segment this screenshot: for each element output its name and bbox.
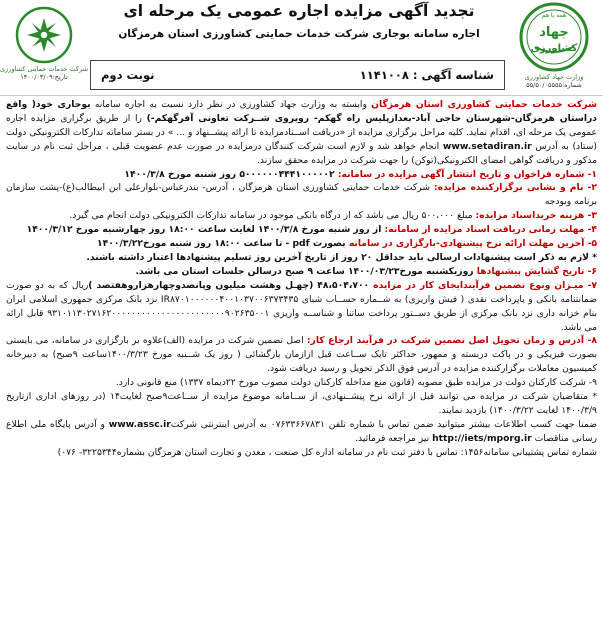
- item-8-value: اصل تضمین شرکت در مزایده (الف)علاوه بر بارگزاری در سامانه، می بایستی بصورت فیزیکی و در پاکت دربسته و ممهور، حداکثر تایک ســاعت قبل ازازمان بازگشائی ( روز یک شــنبه مورخ ۱۴۰۰/۳/۲۳ساعت ۹صبح) به دبیرخانه کمیسیون معاملات برگزارکننده مزایده در آدرس فوق الذکر تحویل و رسید دریافت شود.: [6, 335, 598, 375]
- notice-id: [360, 68, 494, 82]
- item-1: [6, 168, 597, 182]
- intro-text-3: انجام خواهد شد و لازم است شرکت کنندگان درمزایده در صورت عدم عضویت قبلی ، مراحل ثبت نام در سایت مذکور و دریافت گواهی امضای الکترونیکی(توکن) را جهت شرکت در مزایده محقق سازند.: [6, 140, 597, 166]
- ministry-caption: وزارت جهاد کشاورزی: [524, 73, 584, 81]
- item-8: [6, 334, 597, 376]
- company-date: تاریخ:۱۴۰۰/۰۳/۰۹: [20, 73, 68, 81]
- company-caption: شرکت خدمات حمایتی کشاورزی: [0, 65, 89, 73]
- item-2-label: ۲- نام و نشانی برگزارکننده مزایده:: [433, 182, 597, 194]
- notice-id-value: ۱۱۴۱۰۰۸: [359, 68, 409, 82]
- contact-text-2: و آدرس پایگاه ملی اطلاع رسانی مناقصات: [6, 418, 597, 444]
- contact-paragraph: [6, 418, 597, 446]
- item-3: [6, 209, 597, 223]
- item-4-value: از روز شنبه مورخ ۱۴۰۰/۳/۸ لغایت ساعت ۱۸:۰۰ روز چهارشنبه مورخ ۱۴۰۰/۳/۱۲: [26, 224, 385, 236]
- logo-arc-text: همه با هم: [541, 12, 567, 19]
- validity-note-text: * لازم به ذکر است پیشنهادات ارسالی باید حداقل ۲۰ روز از تاریخ آخرین روز تسلیم پیشنهادها اعتبار داشته باشند.: [86, 251, 597, 263]
- iets-website-link[interactable]: http://iets/mporg.ir: [432, 432, 532, 444]
- logo-word-keshavarzi: کشاورزی: [530, 43, 578, 54]
- item-5-value: بصورت pdf - تا ساعت ۱۸:۰۰ روز شنبه مورخ۱۴۰۰/۳/۲۲: [97, 238, 349, 250]
- notice-body: [6, 98, 597, 460]
- item-2: [6, 181, 597, 209]
- item-9: [6, 376, 597, 390]
- company-emblem-icon: [15, 6, 73, 64]
- ministry-number: شماره:۵۵/۵۰/۰۵۵۵۵: [526, 81, 582, 89]
- support-footer: [6, 446, 597, 460]
- item-5: [6, 237, 597, 251]
- notice-id-box: [90, 60, 505, 90]
- item-7-amount: ۴۸،۵۰۴،۷۰۰ (چهـل وهشت میلیون وپانصدوچهارهزاروهفتصد ): [88, 279, 374, 291]
- support-footer-text: شماره تماس پشتیبانی سامانه۱۴۵۶: تماس با دفتر ثبت نام در سامانه اداره کل صنعت ، معدن و تجارت استان هرمزگان بشماره۳۲۲۵۳۴۴- ۰۷۶): [57, 446, 597, 458]
- round-label: نوبت دوم: [101, 68, 155, 82]
- item-7-value: ریال که به دو صورت ضمانتنامه بانکی و یاپرداخت نقدی ( فیش واریزی) به شــماره حســاب شبای IR۸۷۰۱۰۰۰۰۰۰۴۰۰۱۰۳۷۰۰۶۳۷۳۴۳۵ نزد بانک مرکزی جمهوری اسلامی ایران بنام خزانه داری نزد بانک مرکزی از طریق دســتور پرداخت ساتنا و شناســه واریزی ۹۳۱۰۱۱۳۰۲۷۱۶۲۰۰۰۰۰۰۰۰۰۰۰۰۰۰۰۰۰۰۰۰۰۰۰۹۰۲۶۳۵۰۰۱ قابل ارائه می باشد.: [6, 279, 597, 333]
- item-9-text: ۹- شرکت کارکنان دولت در مزایده طبق مصوبه (قانون منع مداخله کارکنان دولت مصوب مورخ ۲۲دیماه ۱۳۳۷) منع قانونی دارد.: [115, 377, 597, 389]
- item-2-value: شرکت خدمات حمایتی کشاورزی استان هرمزگان ، آدرس- بندرعباس-بلوارعلی ابن ابیطالب(ع)-پشت سازمان برنامه وبودجه: [6, 182, 597, 208]
- notice-title: تجدید آگهی مزایده اجاره عمومی یک مرحله ای: [123, 2, 475, 20]
- item-6-value: روزیکشنبه مورخ۱۴۰۰/۰۳/۲۳ ساعت ۹ صبح درسالن جلسات استان می باشد.: [135, 265, 477, 277]
- item-1-value: ۵۰۰۰۰۰۰۴۴۴۱۰۰۰۰۰۲ روز شنبه مورخ ۱۴۰۰/۳/۸: [124, 168, 338, 180]
- assc-website-link[interactable]: www.assc.ir: [108, 418, 171, 430]
- item-6: [6, 265, 597, 279]
- contact-text-1: ضمنا جهت کسب اطلاعات بیشتر میتوانید ضمن تماس با شماره تلفن ۰۷۶۳۳۶۶۷۸۳۱ به آدرس اینترنتی شرکت: [170, 418, 597, 430]
- item-7: [6, 279, 597, 335]
- company-logo: [0, 6, 89, 86]
- item-1-label: ۱- شماره فراخوان و تاریخ انتشار آگهی مزایده در سامانه:: [337, 168, 597, 180]
- item-3-value: مبلغ ۵۰۰،۰۰۰ ریال می باشد که از درگاه بانکی موجود در سامانه تدارکات الکترونیکی دولت انجام می گیرد.: [69, 210, 476, 222]
- intro-text-1: وابسته به وزارت جهاد کشاورزی در نظر دارد نسبت به اجاره سامانه: [90, 99, 372, 110]
- intro-text-2: را از طریق برگزاری مزایده اجاره عمومی یک مرحله ای، اقدام نماید. کلیه مراحل برگزاری مزایده از «دریافت اســنادمزایده تا ارائه پیشــنهاد و ... » در بستر سامانه تدارکات الکترونیکی دولت (ستاد) به آدرس: [6, 112, 597, 152]
- item-8-label: ۸- آدرس و زمان تحویل اصل تضمین شرکت در فرآیند ارجاع کار:: [306, 335, 597, 347]
- validity-note: [6, 251, 597, 265]
- visit-note: [6, 390, 597, 418]
- intro-company: شرکت خدمات حمایتی کشاورزی استان هرمزگان: [371, 99, 597, 110]
- item-6-label: ۶- تاریخ گشایش پیشنهادها: [476, 265, 597, 277]
- notice-subtitle: اجاره سامانه بوجاری شرکت خدمات حمایتی کشاورزی استان هرمزگان: [118, 28, 480, 40]
- setad-website-link[interactable]: www.setadiran.ir: [442, 140, 532, 152]
- contact-text-3: نیز مراجعه فرمائید.: [355, 432, 433, 444]
- visit-note-text: * متقاضیان شرکت در مزایده می توانند قبل از ارائه نرخ پیشــنهادی، از ســامانه موضوع مزایده از ســاعت۹صبح لغایت۱۴ (در روزهای اداری ازتاریخ ۱۴۰۰/۳/۹ لغایت ۱۴۰۰/۳/۲۲) بازدید نمایند.: [6, 391, 597, 416]
- item-4: [6, 223, 597, 237]
- notice-id-label: شناسه آگهی :: [412, 68, 494, 82]
- logo-word-jahad: جهاد: [539, 25, 569, 40]
- intro-bold-location: بوجاری خود( واقع دراستان هرمزگان-شهرستان حاجی آباد-بعدازپلیس راه گهکم- روبروی شــرکت تعاونی آفرگهکم-): [6, 99, 597, 124]
- intro-paragraph: [6, 98, 597, 168]
- item-5-label: ۵- آخرین مهلت ارائه نرخ پیشنهادی-بارگزاری در سامانه: [348, 238, 597, 250]
- item-4-label: ۴- مهلت زمانی دریافت اسناد مزایده از سامانه:: [384, 224, 597, 236]
- item-3-label: ۳- هزینه خریداسناد مزایده:: [475, 210, 597, 222]
- item-7-label: ۷- میـزان ونوع تضمین فرآیندایجای کار در مزایده: [373, 279, 597, 291]
- jahad-keshavarzi-logo: [511, 2, 597, 94]
- notice-header: [0, 0, 603, 96]
- jahad-logo-icon: [515, 2, 593, 72]
